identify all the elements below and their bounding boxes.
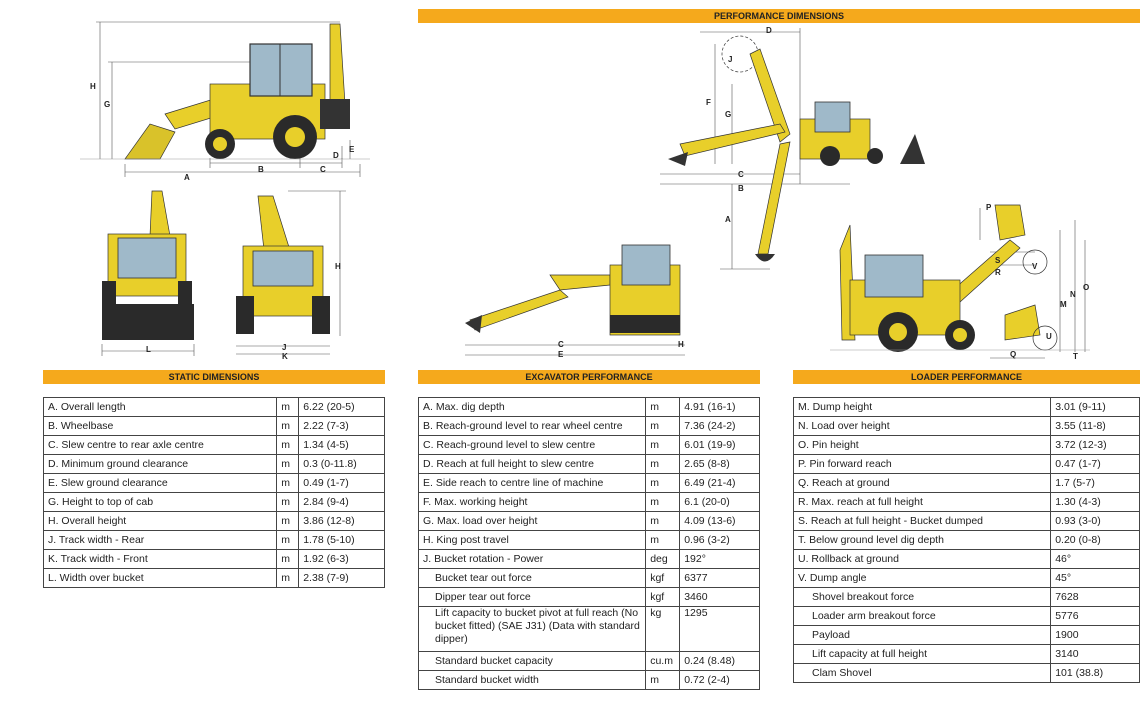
row-label: Lift capacity to bucket pivot at full reach (No bucket fitted) (SAE J31) (Data with standard dipper) [419,607,646,652]
row-value: 3.86 (12-8) [299,512,385,531]
row-unit: m [277,550,299,569]
table-row [44,493,385,512]
row-value: 101 (38.8) [1051,664,1140,683]
row-label: A. Overall length [44,398,277,417]
reach-label-d: D [766,26,772,35]
row-label: J. Track width - Rear [44,531,277,550]
table-row [419,436,760,455]
side-label-h: H [90,82,96,91]
row-unit: m [277,569,299,588]
row-unit: m [277,493,299,512]
row-value: 2.65 (8-8) [680,455,760,474]
static-dimensions-header: STATIC DIMENSIONS [43,370,385,384]
row-label: Standard bucket capacity [419,652,646,671]
table-row [44,417,385,436]
row-value: 6.49 (21-4) [680,474,760,493]
row-value: 5776 [1051,607,1140,626]
row-label: G. Height to top of cab [44,493,277,512]
loader-label-s: S [995,256,1001,265]
row-value: 1.78 (5-10) [299,531,385,550]
row-label: A. Max. dig depth [419,398,646,417]
rear-label-h: H [335,262,341,271]
table-row [419,607,760,652]
table-row [44,531,385,550]
row-unit: m [646,493,680,512]
reach-label-a: A [725,215,731,224]
row-label: Clam Shovel [794,664,1051,683]
table-row [794,417,1140,436]
row-label: Standard bucket width [419,671,646,690]
table-row [419,417,760,436]
row-label: B. Reach-ground level to rear wheel centre [419,417,646,436]
table-row [794,493,1140,512]
row-unit: m [277,474,299,493]
reach-label-f: F [706,98,711,107]
row-value: 0.3 (0-11.8) [299,455,385,474]
row-label: E. Slew ground clearance [44,474,277,493]
row-label: Q. Reach at ground [794,474,1051,493]
excavator-performance-header: EXCAVATOR PERFORMANCE [418,370,760,384]
row-value: 3460 [680,588,760,607]
row-label: O. Pin height [794,436,1051,455]
table-row [419,455,760,474]
row-label: K. Track width - Front [44,550,277,569]
row-value: 192° [680,550,760,569]
row-label: R. Max. reach at full height [794,493,1051,512]
row-label: J. Bucket rotation - Power [419,550,646,569]
table-row [419,550,760,569]
row-label: H. Overall height [44,512,277,531]
row-value: 0.93 (3-0) [1051,512,1140,531]
row-label: C. Reach-ground level to slew centre [419,436,646,455]
row-value: 0.96 (3-2) [680,531,760,550]
row-value: 6377 [680,569,760,588]
row-unit: m [646,671,680,690]
row-unit: m [646,531,680,550]
row-value: 0.24 (8.48) [680,652,760,671]
loader-label-u: U [1046,332,1052,341]
row-value: 0.72 (2-4) [680,671,760,690]
table-row [419,474,760,493]
loader-label-v: V [1032,262,1038,271]
table-row [794,531,1140,550]
loader-label-o: O [1083,283,1090,292]
side-label-d: D [333,151,339,160]
reach-label-bottom-c: C [558,340,564,349]
table-row [44,436,385,455]
table-row [794,588,1140,607]
loader-label-r: R [995,268,1001,277]
row-unit: m [277,417,299,436]
row-value: 1900 [1051,626,1140,645]
reach-label-b: B [738,184,744,193]
reach-label-c: C [738,170,744,179]
loader-performance-header: LOADER PERFORMANCE [793,370,1140,384]
row-value: 1.7 (5-7) [1051,474,1140,493]
row-label: D. Minimum ground clearance [44,455,277,474]
row-label: V. Dump angle [794,569,1051,588]
table-row [419,652,760,671]
table-row [794,398,1140,417]
row-value: 3.72 (12-3) [1051,436,1140,455]
row-unit: cu.m [646,652,680,671]
side-label-e: E [349,145,355,154]
row-value: 3.55 (11-8) [1051,417,1140,436]
row-value: 6.22 (20-5) [299,398,385,417]
row-label: L. Width over bucket [44,569,277,588]
row-label: Dipper tear out force [419,588,646,607]
front-label-l: L [146,345,151,354]
loader-performance-table [793,397,1140,683]
loader-label-t: T [1073,352,1078,361]
table-row [419,569,760,588]
side-label-g: G [104,100,111,109]
row-value: 6.1 (20-0) [680,493,760,512]
row-label: B. Wheelbase [44,417,277,436]
row-value: 3140 [1051,645,1140,664]
side-label-c: C [320,165,326,174]
row-unit: m [277,531,299,550]
row-unit: m [646,512,680,531]
table-row [419,493,760,512]
row-value: 0.47 (1-7) [1051,455,1140,474]
row-label: Payload [794,626,1051,645]
reach-diagram-bottom [460,235,690,360]
side-label-a: A [184,173,190,182]
table-row [44,455,385,474]
row-unit: m [646,398,680,417]
loader-label-q: Q [1010,350,1017,359]
rear-view-diagram [228,186,358,360]
table-row [794,645,1140,664]
table-row [419,512,760,531]
row-label: F. Max. working height [419,493,646,512]
row-label: Shovel breakout force [794,588,1051,607]
row-value: 1.92 (6-3) [299,550,385,569]
reach-label-bottom-h: H [678,340,684,349]
row-value: 2.38 (7-9) [299,569,385,588]
row-unit: kgf [646,569,680,588]
table-row [419,531,760,550]
loader-label-m: M [1060,300,1067,309]
table-row [419,671,760,690]
row-label: M. Dump height [794,398,1051,417]
row-value: 6.01 (19-9) [680,436,760,455]
loader-label-n: N [1070,290,1076,299]
table-row [794,626,1140,645]
row-value: 3.01 (9-11) [1051,398,1140,417]
table-row [794,474,1140,493]
row-value: 4.91 (16-1) [680,398,760,417]
row-value: 1.34 (4-5) [299,436,385,455]
table-row [794,436,1140,455]
rear-label-k: K [282,352,288,361]
excavator-performance-table [418,397,760,690]
row-unit: m [646,455,680,474]
row-unit: m [277,436,299,455]
row-value: 7628 [1051,588,1140,607]
row-label: C. Slew centre to rear axle centre [44,436,277,455]
row-label: H. King post travel [419,531,646,550]
row-label: N. Load over height [794,417,1051,436]
row-value: 2.22 (7-3) [299,417,385,436]
reach-label-g: G [725,110,732,119]
row-value: 1295 [680,607,760,652]
row-label: D. Reach at full height to slew centre [419,455,646,474]
row-unit: m [277,455,299,474]
row-unit: kgf [646,588,680,607]
row-label: U. Rollback at ground [794,550,1051,569]
row-label: T. Below ground level dig depth [794,531,1051,550]
row-unit: m [646,417,680,436]
row-value: 45° [1051,569,1140,588]
table-row [44,550,385,569]
table-row [794,455,1140,474]
row-label: S. Reach at full height - Bucket dumped [794,512,1051,531]
reach-label-bottom-e: E [558,350,564,359]
loader-label-p: P [986,203,992,212]
side-view-diagram [80,14,370,180]
performance-dimensions-header: PERFORMANCE DIMENSIONS [418,9,1140,23]
table-row [419,398,760,417]
row-label: E. Side reach to centre line of machine [419,474,646,493]
table-row [419,588,760,607]
static-dimensions-table [43,397,385,588]
row-unit: m [277,398,299,417]
row-label: Lift capacity at full height [794,645,1051,664]
table-row [44,474,385,493]
row-value: 2.84 (9-4) [299,493,385,512]
row-unit: deg [646,550,680,569]
row-unit: m [646,474,680,493]
row-value: 1.30 (4-3) [1051,493,1140,512]
row-label: G. Max. load over height [419,512,646,531]
table-row [44,569,385,588]
row-unit: kg [646,607,680,652]
row-value: 46° [1051,550,1140,569]
front-view-diagram [90,186,210,358]
side-label-b: B [258,165,264,174]
table-row [794,664,1140,683]
row-unit: m [646,436,680,455]
row-unit: m [277,512,299,531]
table-row [794,569,1140,588]
table-row [44,398,385,417]
row-label: Bucket tear out force [419,569,646,588]
table-row [44,512,385,531]
row-label: Loader arm breakout force [794,607,1051,626]
rear-label-j: J [282,343,287,352]
row-value: 0.20 (0-8) [1051,531,1140,550]
row-value: 0.49 (1-7) [299,474,385,493]
row-value: 7.36 (24-2) [680,417,760,436]
table-row [794,512,1140,531]
reach-label-j: J [728,55,733,64]
row-value: 4.09 (13-6) [680,512,760,531]
row-label: P. Pin forward reach [794,455,1051,474]
table-row [794,607,1140,626]
table-row [794,550,1140,569]
